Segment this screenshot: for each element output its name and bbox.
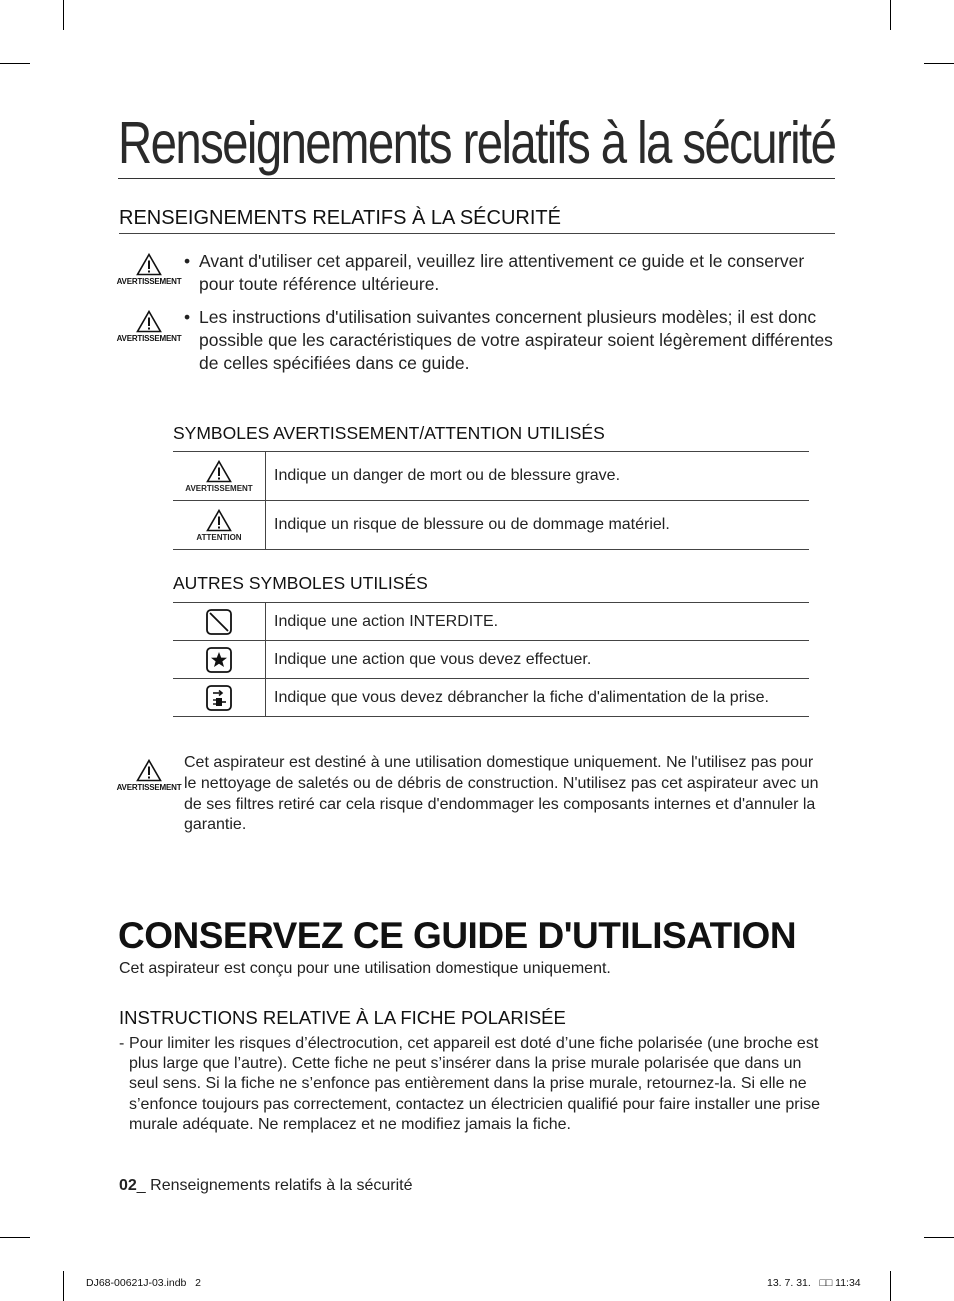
print-file-info: DJ68-00621J-03.indb 2 — [86, 1277, 201, 1289]
symbol-description: Indique un danger de mort ou de blessure grave. — [266, 452, 810, 501]
unplug-icon — [205, 684, 233, 712]
warning-triangle-icon — [136, 253, 162, 276]
symbol-cell — [173, 603, 266, 641]
notice-text: Cet aspirateur est destiné à une utilisation domestique uniquement. Ne l'utilisez pas pour le nettoyage de saletés ou de débris de construction. N'utilisez pas cet aspirateur avec un de ses filtres retiré car cela risque d'endommager les composants internes et d'annuler la garantie. — [184, 754, 819, 834]
warning-icon-block — [114, 253, 184, 286]
page-number: 02 — [119, 1177, 137, 1194]
warning-symbols-heading: SYMBOLES AVERTISSEMENT/ATTENTION UTILISÉS — [173, 423, 605, 443]
table-row — [173, 641, 809, 679]
symbol-description: Indique que vous devez débrancher la fiche d'alimentation de la prise. — [266, 679, 810, 717]
symbol-cell — [173, 501, 266, 550]
crop-mark — [63, 0, 64, 30]
other-symbols-heading: AUTRES SYMBOLES UTILISÉS — [173, 573, 428, 593]
crop-mark — [890, 1271, 891, 1301]
crop-mark — [890, 0, 891, 30]
warning-label: AVERTISSEMENT — [116, 334, 182, 343]
other-symbols-table — [173, 602, 809, 717]
symbol-label: ATTENTION — [196, 532, 242, 542]
polarized-plug-text — [119, 1034, 834, 1135]
crop-mark — [0, 1237, 30, 1238]
crop-mark — [924, 1237, 954, 1238]
warning-symbols-table — [173, 451, 809, 550]
polarized-plug-paragraph: Pour limiter les risques d’électrocution, cet appareil est doté d’une fiche polarisée (une broche est plus large que l’autre). Cette fiche ne peut s’insérer dans la prise murale polarisée que dans un seul sens. Si la fiche ne s’enfonce pas entièrement dans la prise murale, retournez-la. Si elle ne s’enfonce toujours pas correctement, contactez un électricien qualifié pour faire installer une prise murale adéquate. Ne remplacez et ne modifiez jamais la fiche. — [129, 1035, 821, 1133]
print-date-info: 13. 7. 31. □□ 11:34 — [767, 1277, 861, 1289]
footer-text: _ Renseignements relatifs à la sécurité — [136, 1177, 413, 1194]
table-row — [173, 603, 809, 641]
symbol-cell — [173, 641, 266, 679]
table-row — [173, 679, 809, 717]
symbol-description: Indique une action INTERDITE. — [266, 603, 810, 641]
table-row — [173, 501, 809, 550]
warning-icon-block — [114, 759, 184, 792]
polarized-plug-heading: INSTRUCTIONS RELATIVE À LA FICHE POLARISÉE — [119, 1007, 566, 1028]
warning-label: AVERTISSEMENT — [116, 277, 182, 286]
prohibited-icon — [205, 608, 233, 636]
warning-triangle-icon — [136, 310, 162, 333]
crop-mark — [0, 63, 30, 64]
dash-marker: - — [119, 1035, 125, 1052]
mandatory-action-icon — [205, 646, 233, 674]
save-guide-subtitle: Cet aspirateur est conçu pour une utilisation domestique uniquement. — [119, 960, 611, 977]
symbol-cell — [173, 679, 266, 717]
page-footer — [119, 1177, 413, 1195]
symbol-description: Indique une action que vous devez effectuer. — [266, 641, 810, 679]
crop-mark — [63, 1271, 64, 1301]
symbol-description: Indique un risque de blessure ou de dommage matériel. — [266, 501, 810, 550]
warning-triangle-icon — [206, 460, 232, 483]
crop-mark — [924, 63, 954, 64]
page-title: Renseignements relatifs à la sécurité — [118, 108, 835, 179]
warning-icon-block — [114, 310, 184, 343]
save-guide-heading: CONSERVEZ CE GUIDE D'UTILISATION — [118, 915, 797, 956]
symbol-cell — [173, 452, 266, 501]
symbol-label: AVERTISSEMENT — [185, 483, 253, 493]
section-heading-security: RENSEIGNEMENTS RELATIFS À LA SÉCURITÉ — [119, 207, 835, 234]
table-row — [173, 452, 809, 501]
bullet-text: Les instructions d'utilisation suivantes concernent plusieurs modèles; il est donc possible que les caractéristiques de votre aspirateur soient légèrement différentes de celles spécifiées dans ce guide. — [199, 307, 833, 373]
bullet-text: Avant d'utiliser cet appareil, veuillez lire attentivement ce guide et le conserver pour toute référence ultérieure. — [199, 251, 805, 294]
list-item: • Avant d'utiliser cet appareil, veuillez lire attentivement ce guide et le conserver pour toute référence ultérieure. — [184, 250, 839, 296]
list-item: • Les instructions d'utilisation suivantes concernent plusieurs modèles; il est donc possible que les caractéristiques de votre aspirateur soient légèrement différentes de celles spécifiées dans ce guide. — [184, 306, 839, 375]
caution-triangle-icon — [206, 509, 232, 532]
warning-triangle-icon — [136, 759, 162, 782]
warning-label: AVERTISSEMENT — [116, 783, 182, 792]
